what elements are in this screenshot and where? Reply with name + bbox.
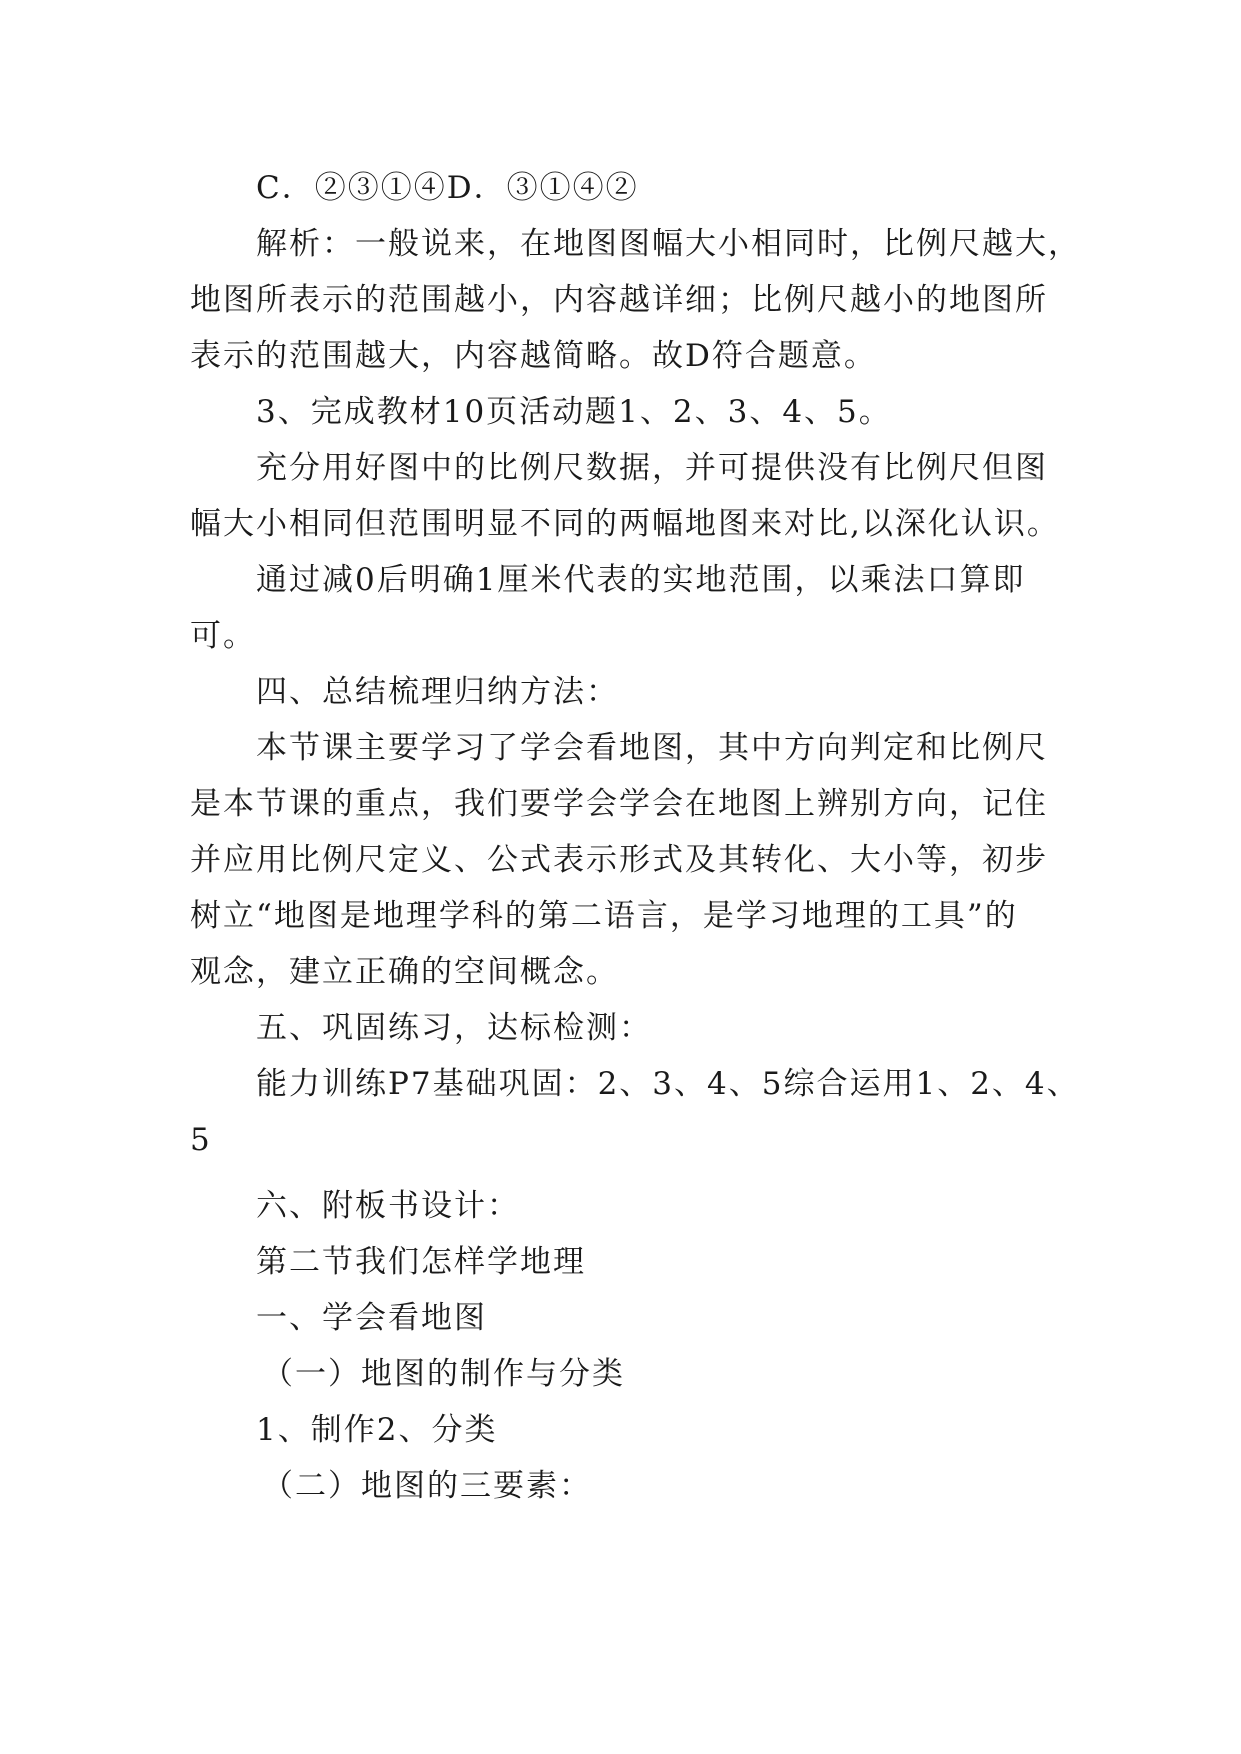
board-design-title: 第二节我们怎样学地理 (256, 1244, 586, 1280)
summary-paragraph-line: 本节课主要学习了学会看地图，其中方向判定和比例尺 (256, 730, 1048, 766)
teaching-note-line: 可。 (190, 618, 256, 654)
board-design-item: （一）地图的制作与分类 (262, 1356, 625, 1392)
section-heading: 六、附板书设计： (256, 1188, 520, 1224)
teaching-note-line: 通过减0后明确1厘米代表的实地范围，以乘法口算即 (256, 562, 1026, 598)
exercise-line: 能力训练P7基础巩固：2、3、4、5综合运用1、2、4、 (256, 1066, 1080, 1102)
activity-task-line: 3、完成教材10页活动题1、2、3、4、5。 (256, 394, 892, 430)
section-heading: 五、巩固练习，达标检测： (256, 1010, 652, 1046)
board-design-item: 一、学会看地图 (256, 1300, 487, 1336)
analysis-paragraph-line: 表示的范围越大，内容越简略。故D符合题意。 (190, 338, 877, 374)
summary-paragraph-line: 是本节课的重点，我们要学会学会在地图上辨别方向，记住 (190, 786, 1048, 822)
exercise-line: 5 (190, 1122, 212, 1158)
answer-options-line: C．②③①④D．③①④② (256, 170, 639, 206)
summary-paragraph-line: 并应用比例尺定义、公式表示形式及其转化、大小等，初步 (190, 842, 1048, 878)
board-design-item: 1、制作2、分类 (256, 1412, 498, 1448)
analysis-paragraph-line: 解析：一般说来，在地图图幅大小相同时，比例尺越大， (256, 226, 1081, 262)
summary-paragraph-line: 树立“地图是地理学科的第二语言，是学习地理的工具”的 (190, 898, 1018, 934)
analysis-paragraph-line: 地图所表示的范围越小，内容越详细；比例尺越小的地图所 (190, 282, 1048, 318)
teaching-note-line: 充分用好图中的比例尺数据，并可提供没有比例尺但图 (256, 450, 1048, 486)
summary-paragraph-line: 观念，建立正确的空间概念。 (190, 954, 619, 990)
teaching-note-line: 幅大小相同但范围明显不同的两幅地图来对比,以深化认识。 (190, 506, 1060, 542)
board-design-item: （二）地图的三要素： (262, 1468, 592, 1504)
section-heading: 四、总结梳理归纳方法： (256, 674, 619, 710)
